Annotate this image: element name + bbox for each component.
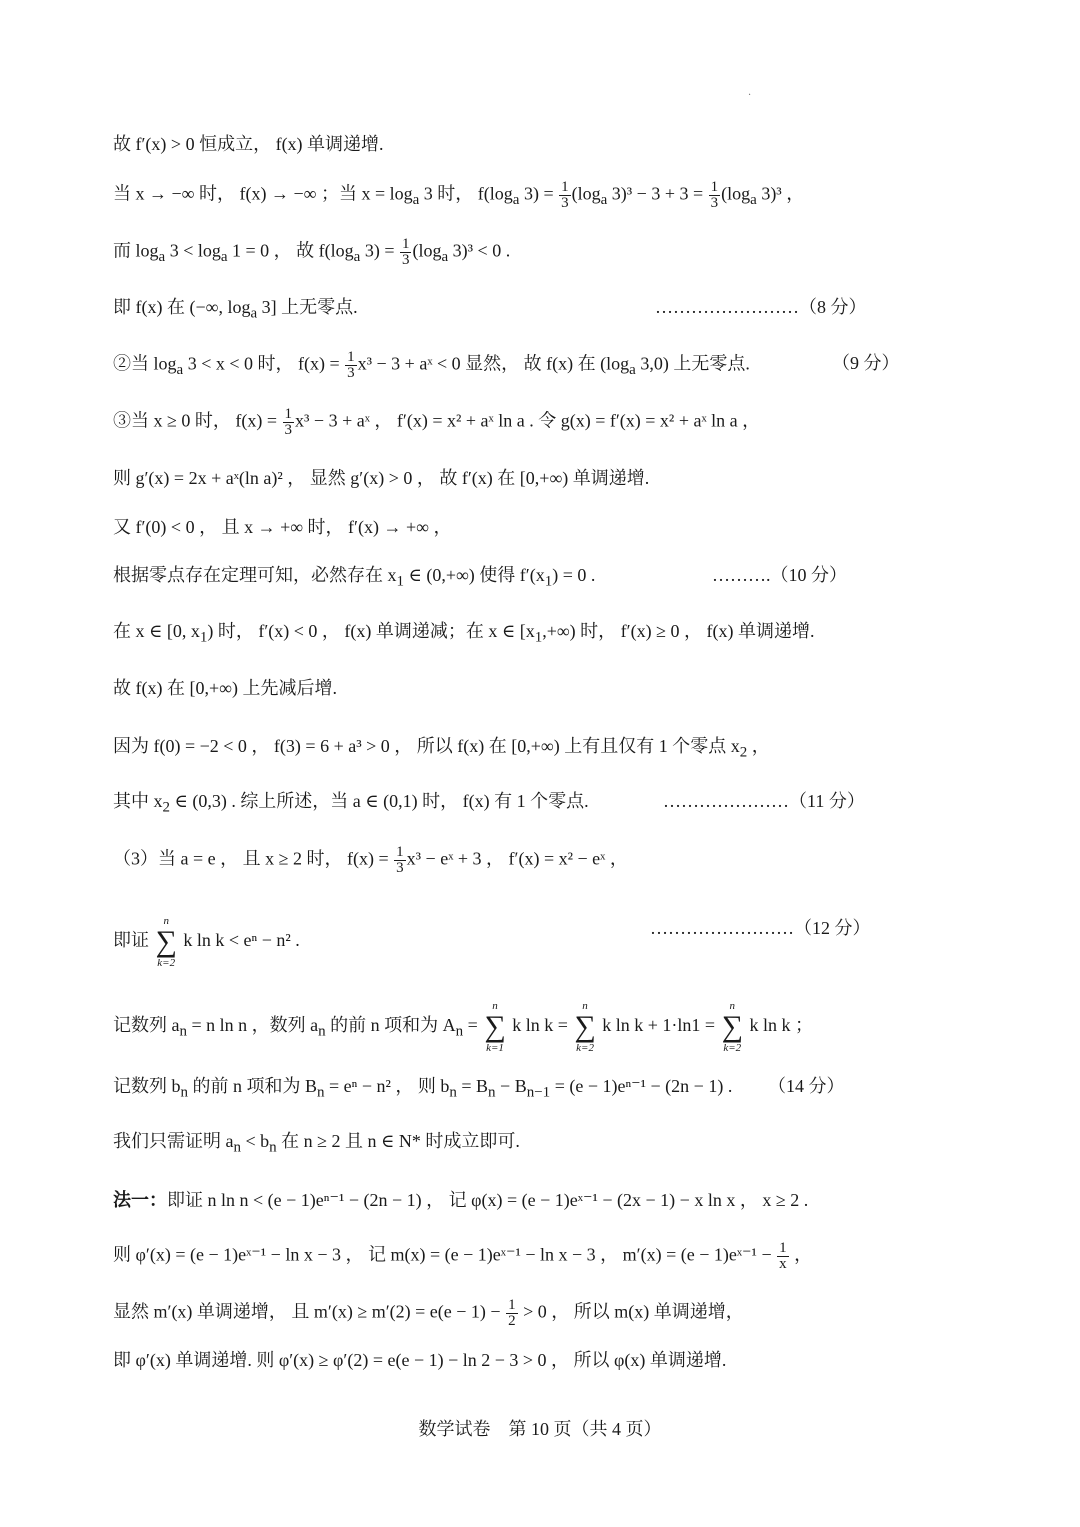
summation [484,1000,505,1054]
text-line [113,1187,1020,1213]
line-text: < b [241,1131,270,1151]
line-text: ) 时， f′(x) < 0 ， f(x) 单调递减；在 x ∈ [x [207,621,535,641]
text-line [113,465,1020,491]
numerator: 1 [508,1297,516,1313]
subscript: n [179,1023,187,1040]
line-text: ,+∞) 时， f′(x) ≥ 0 ， f(x) 单调递增. [542,621,815,641]
text-line [113,1128,1020,1161]
line-text: = eⁿ − n² ， 则 b [324,1076,450,1096]
line-text: 即 φ′(x) 单调递增. 则 φ′(x) ≥ φ′(2) = e(e − 1) − ln 2 − 3 > 0 ， 所以 φ(x) 单调递增. [113,1350,727,1370]
subscript: n [318,1023,326,1040]
subscript: 1 [534,629,543,646]
score-label: ……….（10 分） [712,565,847,585]
scan-mark: · [748,90,752,101]
line-text: k ln k ； [744,1015,813,1036]
sum-lower: k=2 [157,957,176,969]
line-text: = n ln n ，数列 a [187,1015,319,1036]
subscript: a [512,192,520,209]
line-text: 则 φ′(x) = (e − 1)eˣ⁻¹ − ln x − 3 ， 记 m(x) = (e − 1)eˣ⁻¹ − ln x − 3 ， m′(x) = (e − 1)eˣ⁻¹ − [113,1244,777,1265]
subscript: n [269,1139,277,1156]
line-text: 3 < x < 0 时， f(x) = [183,353,345,374]
denominator: x [779,1256,787,1272]
line-text: ③当 x ≥ 0 时， f(x) = [113,410,282,431]
text-line [113,562,1020,595]
line-text: 3)³ < 0 . [448,240,511,261]
text-line [113,180,1020,213]
line-text: k ln k + 1·ln1 = [597,1015,720,1036]
line-text: x³ − eˣ + 3 ， f′(x) = x² − eˣ ， [406,848,628,869]
numerator: 1 [710,179,719,195]
line-text: 3 时， f(log [419,183,513,204]
line-text: （3）当 a = e ， 且 x ≥ 2 时， f(x) = [113,848,394,869]
subscript: a [412,192,420,209]
line-text: = [463,1015,483,1036]
sum-upper: n [729,1000,735,1012]
line-text: 根据零点存在定理可知，必然存在 x [113,565,397,585]
fraction [283,407,295,438]
line-text: 即证 [113,930,154,951]
text-line [113,1298,1020,1329]
text-line [113,1000,1020,1054]
method-label: 法一： [113,1190,167,1210]
summation [574,1000,595,1054]
score-label: ……………………（8 分） [655,297,867,317]
subscript: n [317,1084,325,1101]
line-text: 3,0) 上无零点. [635,353,750,374]
line-text: 记数列 a [113,1015,180,1036]
line-text: 则 g′(x) = 2x + aˣ(ln a)² ， 显然 g′(x) > 0 ， 故 f′(x) 在 [0,+∞) 单调递增. [113,468,650,488]
line-text: 在 x ∈ [0, x [113,621,200,641]
line-text: k ln k < eⁿ − n² . [178,930,300,951]
sigma-symbol: ∑ [574,1010,596,1043]
subscript: 2 [739,744,748,761]
line-text: k ln k = [507,1015,573,1036]
text-line [113,915,1020,969]
sum-lower: k=2 [576,1042,594,1054]
line-text: 3)³ ， [756,183,805,204]
fraction [506,1298,518,1329]
text-line [113,237,1020,270]
subscript: 1 [396,573,404,590]
sum-upper: n [582,1000,588,1012]
numerator: 1 [401,236,410,252]
fraction [777,1241,789,1272]
line-text: 因为 f(0) = −2 < 0 ， f(3) = 6 + a³ > 0 ， 所以 f(x) 在 [0,+∞) 上有且仅有 1 个零点 x [113,736,740,756]
line-text: (log [571,183,601,204]
sigma-symbol: ∑ [721,1010,743,1043]
line-text: 3) = [519,183,559,204]
numerator: 1 [779,1240,787,1256]
summation [156,915,177,969]
subscript: a [220,249,228,266]
denominator: 3 [561,195,569,211]
denominator: 3 [401,252,410,268]
line-text: ， [747,736,770,756]
score-label: …………………（11 分） [663,791,865,811]
line-text: − B [495,1076,527,1096]
text-line [113,514,1020,540]
subscript: 1 [544,573,553,590]
line-text: 1 = 0 ， 故 f(log [227,240,354,261]
line-text: 记数列 b [113,1076,181,1096]
sum-upper: n [492,1000,498,1012]
line-text: ∈ (0,3) . 综上所述，当 a ∈ (0,1) 时， f(x) 有 1 个零点. [170,791,589,811]
fraction [559,180,571,211]
numerator: 1 [396,844,404,860]
denominator: 3 [284,422,293,438]
text-line [113,788,1020,821]
numerator: 1 [347,349,355,365]
text-line [113,618,1020,651]
line-text: 故 f′(x) > 0 恒成立， f(x) 单调递增. [113,134,384,154]
subscript: a [750,192,757,209]
line-text: 而 log [113,240,159,261]
subscript: a [441,249,449,266]
subscript: n [488,1084,496,1101]
line-text: 3) = [360,240,399,261]
numerator: 1 [284,406,293,422]
subscript: a [353,249,361,266]
line-text: 其中 x [113,791,163,811]
subscript: 1 [199,629,208,646]
line-text: 的前 n 项和为 A [325,1015,456,1036]
line-text: > 0 ， 所以 m(x) 单调递增， [518,1301,744,1322]
line-text: (log [412,240,442,261]
summation [722,1000,743,1054]
text-line [113,131,1020,157]
fraction [394,845,406,876]
line-text: x³ − 3 + aˣ ， f′(x) = x² + aˣ ln a . 令 g(x) = f′(x) = x² + aˣ ln a ， [295,410,761,431]
text-line [113,294,1020,327]
subscript: a [629,362,636,379]
line-text: 3 < log [165,240,221,261]
fraction [709,180,721,211]
subscript: n [455,1023,464,1040]
subscript: n [180,1084,188,1101]
text-line [113,407,1020,438]
line-text: 的前 n 项和为 B [188,1076,318,1096]
fraction [345,350,357,381]
subscript: n [233,1139,241,1156]
line-text: ， [789,1244,813,1265]
sum-lower: k=1 [486,1042,504,1054]
line-text: 即 f(x) 在 (−∞, log [113,297,251,317]
line-text: = B [456,1076,489,1096]
denominator: 3 [396,860,404,876]
text-line [113,1241,1020,1272]
subscript: 2 [162,799,170,816]
numerator: 1 [561,179,569,195]
page-footer: 数学试卷 第 10 页（共 4 页） [418,1419,662,1439]
score-label: （14 分） [768,1076,845,1096]
text-line [113,1073,1020,1106]
text-line [113,1347,1020,1373]
line-text: 又 f′(0) < 0 ， 且 x → +∞ 时， f′(x) → +∞ ， [113,517,452,537]
line-text: ) = 0 . [552,565,596,585]
line-text: = (e − 1)eⁿ⁻¹ − (2n − 1) . [550,1076,733,1096]
denominator: 3 [347,365,355,381]
sum-lower: k=2 [723,1042,742,1054]
subscript: a [250,305,258,322]
line-text: 显然 m′(x) 单调递增， 且 m′(x) ≥ m′(2) = e(e − 1) − [113,1301,506,1322]
text-line [113,845,1020,876]
line-text: 我们只需证明 a [113,1131,234,1151]
text-line [113,675,1020,701]
score-label: （9 分） [832,353,900,373]
sum-upper: n [163,915,169,927]
denominator: 3 [710,195,719,211]
line-text: (log [721,183,751,204]
text-line [113,733,1020,766]
subscript: a [176,362,184,379]
line-text: 在 n ≥ 2 且 n ∈ N* 时成立即可. [276,1131,520,1151]
subscript: a [600,192,608,209]
line-text: x³ − 3 + aˣ < 0 显然， 故 f(x) 在 (log [357,353,630,374]
line-text: 故 f(x) 在 [0,+∞) 上先减后增. [113,678,337,698]
line-text: 3] 上无零点. [257,297,358,317]
line-text: 即证 n ln n < (e − 1)eⁿ⁻¹ − (2n − 1) ， 记 φ(x) = (e − 1)eˣ⁻¹ − (2x − 1) − x ln x ， x ≥ 2 . [167,1190,809,1210]
sigma-symbol: ∑ [155,925,177,958]
line-text: ∈ (0,+∞) 使得 f′(x [404,565,545,585]
subscript: n−1 [526,1084,551,1101]
line-text: 3)³ − 3 + 3 = [607,183,708,204]
score-label: ……………………（12 分） [650,918,871,938]
subscript: a [158,249,166,266]
sigma-symbol: ∑ [484,1010,506,1043]
subscript: n [449,1084,457,1101]
line-text: ②当 log [113,353,177,374]
line-text: 当 x → −∞ 时， f(x) → −∞ ；当 x = log [113,183,413,204]
fraction [400,237,412,268]
denominator: 2 [508,1313,516,1329]
